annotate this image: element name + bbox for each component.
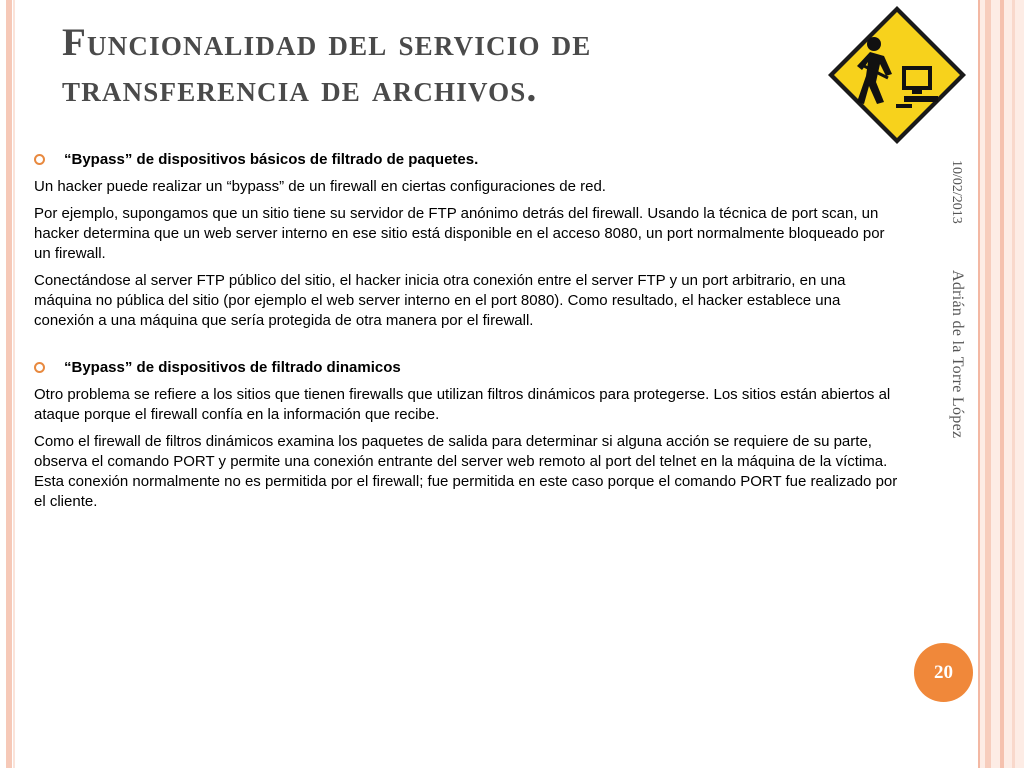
page-number-badge: 20 (914, 643, 973, 702)
section-spacer (34, 338, 904, 358)
bullet-item (34, 150, 904, 170)
bullet-item (34, 358, 904, 378)
bullet-text: “Bypass” de dispositivos básicos de filtrado de paquetes. (64, 151, 479, 168)
body-paragraph: Otro problema se refiere a los sitios que tienen firewalls que utilizan filtros dinámicos para protegerse. Los sitios están abiertos al ataque porque el firewall confía en la información que recibe. (34, 386, 891, 423)
slide-title: Funcionalidad del servicio de transferencia de archivos. (62, 21, 592, 110)
left-border-stripe (6, 0, 12, 768)
bullet-icon (34, 362, 45, 373)
body-paragraph: Por ejemplo, supongamos que un sitio tiene su servidor de FTP anónimo detrás del firewall. Usando la técnica de port scan, un hacker determina que un web server interno en ese sitio está disponible en el acceso 8080, un port normalmente bloqueado por un firewall. (34, 205, 885, 262)
body-paragraph: Un hacker puede realizar un “bypass” de un firewall en ciertas configuraciones de red. (34, 178, 606, 195)
construction-worker-sign-icon (826, 4, 968, 146)
slide-body (34, 150, 904, 519)
right-border-stripe (978, 0, 980, 768)
right-border-stripe (1000, 0, 1004, 768)
body-paragraph: Como el firewall de filtros dinámicos examina los paquetes de salida para determinar si alguna acción se requiere de su parte, observa el comando PORT y permite una conexión entrante del server web remoto al port del telnet en la máquina de la víctima. Esta conexión normalmente no es permitida por el firewall; fue permitida en este caso porque el comando PORT fue realizado por el cliente. (34, 433, 898, 510)
slide-author: Adrián de la Torre López (949, 270, 966, 439)
right-border-stripe (1012, 0, 1015, 768)
bullet-icon (34, 154, 45, 165)
slide-date: 10/02/2013 (949, 160, 964, 224)
body-paragraph: Conectándose al server FTP público del sitio, el hacker inicia otra conexión entre el server FTP y un port arbitrario, en una máquina no pública del sitio (por ejemplo el web server interno en el port 8080). Como resultado, el hacker establece una conexión a una máquina que sería protegida de otra manera por el firewall. (34, 272, 846, 329)
bullet-text: “Bypass” de dispositivos de filtrado dinamicos (64, 359, 401, 376)
left-border-stripe-thin (13, 0, 15, 768)
right-border-stripe (985, 0, 991, 768)
